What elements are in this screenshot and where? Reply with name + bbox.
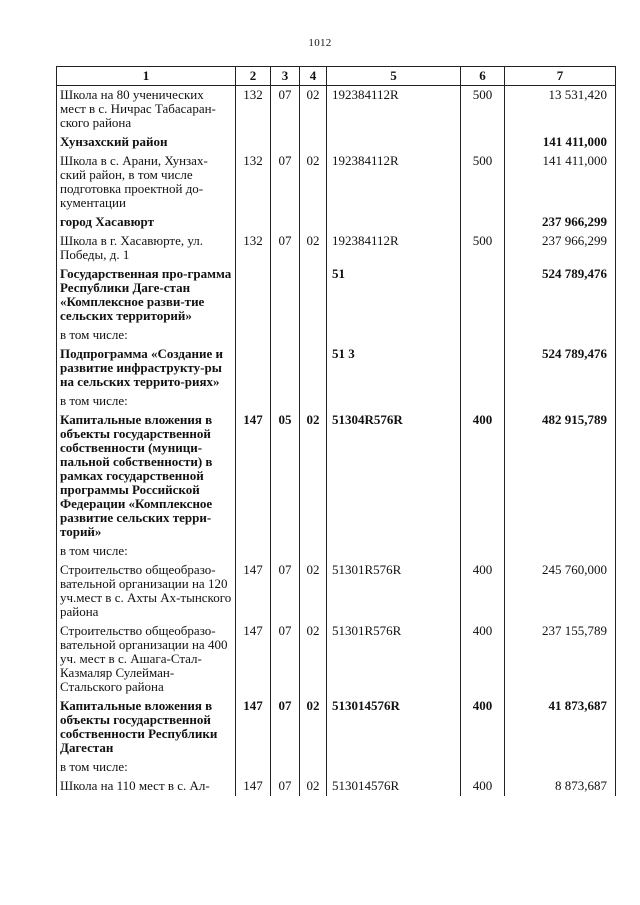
- row-name-cell: Школа в с. Арани, Хунзах-ский район, в том числе подготовка проектной до-кументации: [57, 152, 236, 213]
- column-header-7: 7: [505, 67, 616, 86]
- row-col2-cell: 147: [236, 411, 271, 542]
- row-name-cell: Школа на 80 ученических мест в с. Ничрас Табасаран-ского района: [57, 86, 236, 134]
- row-col2-cell: 147: [236, 622, 271, 697]
- row-name-cell: Капитальные вложения в объекты государственной собственности Республики Дагестан: [57, 697, 236, 758]
- row-name-cell: Строительство общеобразо-вательной организации на 120 уч.мест в с. Ахты Ах-тынского района: [57, 561, 236, 622]
- row-name-cell: Строительство общеобразо-вательной организации на 400 уч. мест в с. Ашага-Стал-Казмаляр Сулейман-Стальского района: [57, 622, 236, 697]
- row-col3-cell: [271, 345, 300, 392]
- row-amount-cell: 524 789,476: [505, 265, 616, 326]
- row-col3-cell: [271, 213, 300, 232]
- row-col6-cell: 400: [461, 561, 505, 622]
- row-col3-cell: 07: [271, 697, 300, 758]
- row-col2-cell: [236, 345, 271, 392]
- row-col2-cell: 132: [236, 152, 271, 213]
- table-row: [57, 777, 616, 796]
- table-row: [57, 697, 616, 758]
- row-col2-cell: [236, 213, 271, 232]
- row-col4-cell: [300, 326, 327, 345]
- row-name-cell: Школа в г. Хасавюрте, ул. Победы, д. 1: [57, 232, 236, 265]
- row-amount-cell: [505, 758, 616, 777]
- row-col2-cell: 132: [236, 232, 271, 265]
- table-row: [57, 542, 616, 561]
- row-code-cell: [327, 133, 461, 152]
- row-col6-cell: 400: [461, 697, 505, 758]
- row-col6-cell: [461, 213, 505, 232]
- row-col3-cell: [271, 542, 300, 561]
- row-col4-cell: [300, 758, 327, 777]
- row-amount-cell: [505, 542, 616, 561]
- table-row: [57, 411, 616, 542]
- row-col2-cell: [236, 133, 271, 152]
- row-code-cell: 192384112R: [327, 232, 461, 265]
- row-code-cell: 192384112R: [327, 86, 461, 134]
- row-col2-cell: 147: [236, 697, 271, 758]
- row-amount-cell: 141 411,000: [505, 133, 616, 152]
- row-code-cell: [327, 542, 461, 561]
- row-code-cell: [327, 326, 461, 345]
- row-amount-cell: 245 760,000: [505, 561, 616, 622]
- row-code-cell: 51301R576R: [327, 561, 461, 622]
- row-col4-cell: 02: [300, 777, 327, 796]
- row-code-cell: [327, 213, 461, 232]
- row-name-cell: в том числе:: [57, 542, 236, 561]
- row-col4-cell: 02: [300, 152, 327, 213]
- row-col4-cell: [300, 213, 327, 232]
- row-col2-cell: 147: [236, 561, 271, 622]
- row-col4-cell: 02: [300, 697, 327, 758]
- column-header-5: 5: [327, 67, 461, 86]
- row-name-cell: Государственная про-грамма Республики Даге-стан «Комплексное разви-тие сельских территорий»: [57, 265, 236, 326]
- row-col3-cell: 07: [271, 777, 300, 796]
- row-code-cell: 513014576R: [327, 777, 461, 796]
- row-col3-cell: [271, 392, 300, 411]
- row-col6-cell: 400: [461, 411, 505, 542]
- row-amount-cell: 482 915,789: [505, 411, 616, 542]
- row-amount-cell: 237 966,299: [505, 232, 616, 265]
- column-header-3: 3: [271, 67, 300, 86]
- row-name-cell: в том числе:: [57, 758, 236, 777]
- row-name-cell: Капитальные вложения в объекты государственной собственности (муници-пальной собственности) в рамках государственной программы Российской Федерации «Комплексное развитие сельских терри-торий»: [57, 411, 236, 542]
- column-header-2: 2: [236, 67, 271, 86]
- table-row: [57, 561, 616, 622]
- row-col3-cell: [271, 326, 300, 345]
- row-col6-cell: [461, 326, 505, 345]
- row-col2-cell: [236, 758, 271, 777]
- row-col2-cell: [236, 326, 271, 345]
- row-name-cell: Хунзахский район: [57, 133, 236, 152]
- table-row: [57, 345, 616, 392]
- row-name-cell: Подпрограмма «Создание и развитие инфраструкту-ры на сельских террито-риях»: [57, 345, 236, 392]
- column-header-4: 4: [300, 67, 327, 86]
- table-row: [57, 392, 616, 411]
- row-col6-cell: 500: [461, 232, 505, 265]
- row-col4-cell: [300, 392, 327, 411]
- row-col4-cell: [300, 345, 327, 392]
- row-amount-cell: 237 966,299: [505, 213, 616, 232]
- row-col6-cell: [461, 542, 505, 561]
- row-col3-cell: [271, 133, 300, 152]
- table-row: [57, 133, 616, 152]
- column-header-6: 6: [461, 67, 505, 86]
- row-amount-cell: 13 531,420: [505, 86, 616, 134]
- row-amount-cell: 524 789,476: [505, 345, 616, 392]
- row-name-cell: в том числе:: [57, 392, 236, 411]
- row-col3-cell: 07: [271, 232, 300, 265]
- row-col2-cell: [236, 392, 271, 411]
- row-col3-cell: 07: [271, 622, 300, 697]
- row-amount-cell: [505, 392, 616, 411]
- row-amount-cell: 8 873,687: [505, 777, 616, 796]
- row-col4-cell: 02: [300, 232, 327, 265]
- row-col4-cell: 02: [300, 411, 327, 542]
- row-col6-cell: 500: [461, 86, 505, 134]
- row-amount-cell: 237 155,789: [505, 622, 616, 697]
- row-col6-cell: 400: [461, 622, 505, 697]
- row-col6-cell: 400: [461, 777, 505, 796]
- row-amount-cell: 41 873,687: [505, 697, 616, 758]
- row-code-cell: 51301R576R: [327, 622, 461, 697]
- row-amount-cell: [505, 326, 616, 345]
- row-col6-cell: [461, 265, 505, 326]
- row-col3-cell: [271, 265, 300, 326]
- table-row: [57, 326, 616, 345]
- row-col3-cell: [271, 758, 300, 777]
- row-col3-cell: 05: [271, 411, 300, 542]
- row-col2-cell: 132: [236, 86, 271, 134]
- row-col2-cell: [236, 265, 271, 326]
- row-col6-cell: [461, 133, 505, 152]
- row-code-cell: 51304R576R: [327, 411, 461, 542]
- table-row: [57, 622, 616, 697]
- row-col4-cell: [300, 265, 327, 326]
- row-col6-cell: 500: [461, 152, 505, 213]
- row-code-cell: [327, 392, 461, 411]
- page-number: 1012: [308, 37, 332, 49]
- budget-table: [56, 66, 616, 796]
- row-col4-cell: 02: [300, 86, 327, 134]
- row-code-cell: 51: [327, 265, 461, 326]
- row-col6-cell: [461, 345, 505, 392]
- row-col3-cell: 07: [271, 86, 300, 134]
- table-row: [57, 86, 616, 134]
- row-code-cell: [327, 758, 461, 777]
- row-name-cell: в том числе:: [57, 326, 236, 345]
- table-body: [57, 86, 616, 797]
- table-row: [57, 758, 616, 777]
- table-row: [57, 232, 616, 265]
- row-col6-cell: [461, 392, 505, 411]
- table-row: [57, 265, 616, 326]
- row-name-cell: Школа на 110 мест в с. Ал-: [57, 777, 236, 796]
- row-col4-cell: [300, 133, 327, 152]
- row-col6-cell: [461, 758, 505, 777]
- table-row: [57, 213, 616, 232]
- row-name-cell: город Хасавюрт: [57, 213, 236, 232]
- row-code-cell: 513014576R: [327, 697, 461, 758]
- row-col4-cell: [300, 542, 327, 561]
- table-header-row: [57, 67, 616, 86]
- row-col2-cell: 147: [236, 777, 271, 796]
- row-code-cell: 51 3: [327, 345, 461, 392]
- row-col2-cell: [236, 542, 271, 561]
- row-col4-cell: 02: [300, 622, 327, 697]
- row-col3-cell: 07: [271, 152, 300, 213]
- row-col4-cell: 02: [300, 561, 327, 622]
- column-header-1: 1: [57, 67, 236, 86]
- row-code-cell: 192384112R: [327, 152, 461, 213]
- row-col3-cell: 07: [271, 561, 300, 622]
- table-row: [57, 152, 616, 213]
- row-amount-cell: 141 411,000: [505, 152, 616, 213]
